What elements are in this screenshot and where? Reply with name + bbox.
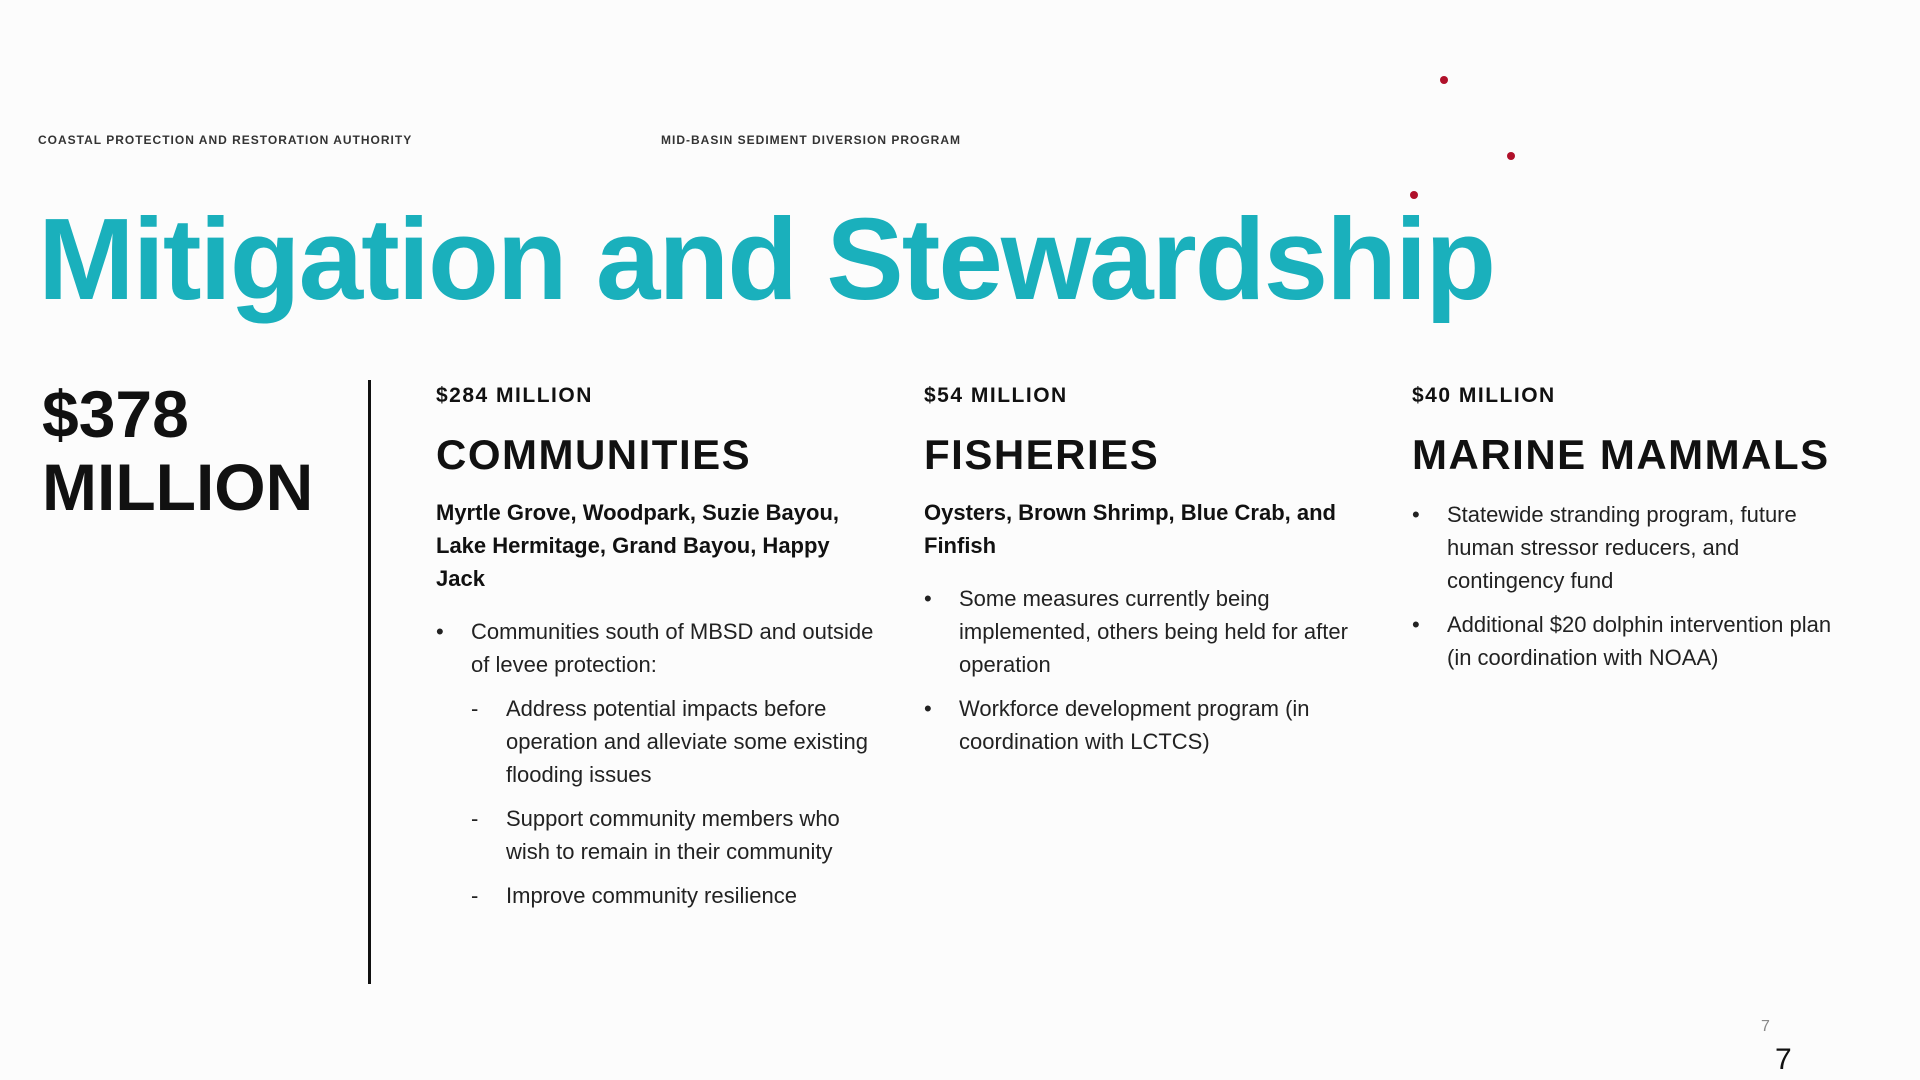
page-number-small: 7	[1761, 1018, 1770, 1035]
communities-heading: COMMUNITIES	[436, 431, 752, 478]
fisheries-bullets	[924, 582, 1364, 758]
bullet-item: • Statewide stranding program, future human stressor reducers, and contingency fund	[1412, 498, 1842, 597]
header-program: MID-BASIN SEDIMENT DIVERSION PROGRAM	[661, 133, 962, 147]
total-amount	[42, 378, 342, 523]
sub-bullet-item: - Support community members who wish to remain in their community	[471, 802, 876, 868]
communities-bullets	[436, 615, 876, 912]
vertical-divider	[368, 380, 371, 984]
sub-bullet-item: - Improve community resilience	[471, 879, 876, 912]
marine-mammals-column	[1412, 384, 1842, 685]
fisheries-amount: $54 MILLION	[924, 384, 1068, 407]
sub-bullet-item: - Address potential impacts before operation and alleviate some existing flooding issues	[471, 692, 876, 791]
bullet-item: • Additional $20 dolphin intervention plan (in coordination with NOAA)	[1412, 608, 1842, 674]
bullet-item: • Workforce development program (in coordination with LCTCS)	[924, 692, 1364, 758]
communities-list: Myrtle Grove, Woodpark, Suzie Bayou, Lake Hermitage, Grand Bayou, Happy Jack	[436, 500, 840, 592]
bullet-text: Communities south of MBSD and outside of levee protection:	[471, 619, 874, 678]
total-amount-unit: MILLION	[42, 449, 314, 524]
fisheries-species: Oysters, Brown Shrimp, Blue Crab, and Finfish	[924, 500, 1336, 559]
total-amount-value: $378	[42, 377, 189, 451]
page-title: Mitigation and Stewardship	[38, 194, 1495, 324]
fisheries-heading: FISHERIES	[924, 431, 1160, 478]
decorative-dot	[1507, 152, 1515, 160]
communities-amount: $284 MILLION	[436, 384, 593, 407]
marine-mammals-heading: MARINE MAMMALS	[1412, 431, 1830, 478]
fisheries-column	[924, 384, 1364, 769]
marine-mammals-amount: $40 MILLION	[1412, 384, 1556, 407]
page-number: 7	[1775, 1043, 1792, 1076]
bullet-item	[436, 615, 876, 912]
header-organization: COASTAL PROTECTION AND RESTORATION AUTHORITY	[38, 133, 413, 147]
bullet-item: • Some measures currently being implemented, others being held for after operation	[924, 582, 1364, 681]
communities-column	[436, 384, 876, 923]
decorative-dot	[1440, 76, 1448, 84]
marine-mammals-bullets	[1412, 498, 1842, 674]
sub-bullets	[471, 692, 876, 912]
